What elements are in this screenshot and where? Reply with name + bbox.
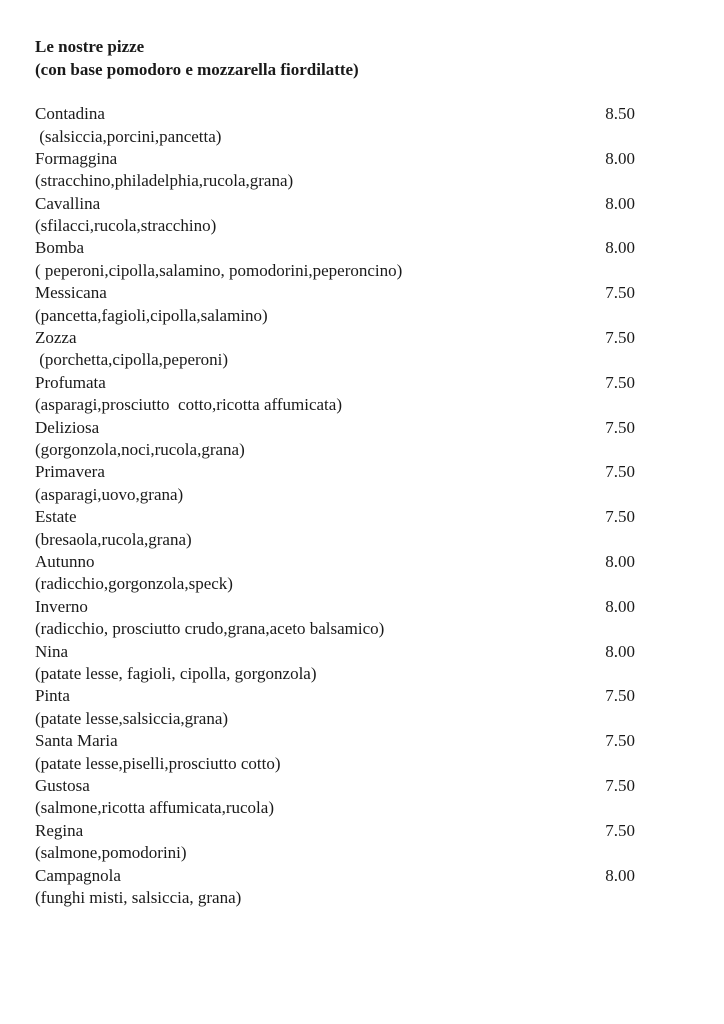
pizza-row xyxy=(35,506,635,529)
pizza-row xyxy=(35,372,635,395)
pizza-price: 7.50 xyxy=(605,462,635,482)
pizza-row xyxy=(35,551,635,574)
pizza-name: Campagnola xyxy=(35,865,121,885)
pizza-item xyxy=(35,506,635,551)
pizza-name: Primavera xyxy=(35,462,105,482)
pizza-item xyxy=(35,103,635,148)
pizza-price: 7.50 xyxy=(605,731,635,751)
pizza-name: Formaggina xyxy=(35,148,118,168)
pizza-price: 7.50 xyxy=(605,372,635,392)
pizza-name: Autunno xyxy=(35,551,95,571)
pizza-item xyxy=(35,820,635,865)
pizza-row xyxy=(35,775,635,798)
pizza-item xyxy=(35,730,635,775)
pizza-list xyxy=(35,103,635,909)
pizza-name: Bomba xyxy=(35,238,85,258)
pizza-price: 7.50 xyxy=(605,820,635,840)
pizza-item xyxy=(35,237,635,282)
pizza-item xyxy=(35,148,635,193)
pizza-row xyxy=(35,730,635,753)
pizza-ingredients: (salmone,pomodorini) xyxy=(35,843,187,863)
pizza-name: Regina xyxy=(35,820,84,840)
pizza-item xyxy=(35,865,635,910)
pizza-ingredients: (patate lesse,salsiccia,grana) xyxy=(35,708,229,728)
pizza-row xyxy=(35,641,635,664)
pizza-price: 8.00 xyxy=(605,596,635,616)
pizza-row xyxy=(35,461,635,484)
pizza-row xyxy=(35,865,635,888)
pizza-row xyxy=(35,685,635,708)
pizza-item xyxy=(35,775,635,820)
pizza-ingredients: (radicchio,gorgonzola,speck) xyxy=(35,574,233,594)
pizza-name: Profumata xyxy=(35,372,106,392)
pizza-item xyxy=(35,417,635,462)
menu-title-line2: (con base pomodoro e mozzarella fiordilatte) xyxy=(35,60,359,79)
pizza-price: 7.50 xyxy=(605,507,635,527)
pizza-price: 7.50 xyxy=(605,327,635,347)
pizza-name: Inverno xyxy=(35,596,88,616)
menu-title-line1: Le nostre pizze xyxy=(35,37,145,56)
pizza-row xyxy=(35,237,635,260)
pizza-ingredients: (patate lesse, fagioli, cipolla, gorgonzola) xyxy=(35,664,317,684)
pizza-ingredients: (stracchino,philadelphia,rucola,grana) xyxy=(35,171,294,191)
pizza-row xyxy=(35,596,635,619)
pizza-item xyxy=(35,327,635,372)
pizza-name: Estate xyxy=(35,507,77,527)
pizza-item xyxy=(35,596,635,641)
pizza-price: 7.50 xyxy=(605,686,635,706)
menu-page xyxy=(35,35,635,909)
pizza-price: 7.50 xyxy=(605,417,635,437)
pizza-ingredients: (gorgonzola,noci,rucola,grana) xyxy=(35,440,245,460)
pizza-item xyxy=(35,685,635,730)
pizza-row xyxy=(35,327,635,350)
pizza-name: Messicana xyxy=(35,283,107,303)
pizza-row xyxy=(35,282,635,305)
pizza-price: 8.00 xyxy=(605,148,635,168)
pizza-price: 7.50 xyxy=(605,283,635,303)
pizza-ingredients: (bresaola,rucola,grana) xyxy=(35,529,192,549)
pizza-item xyxy=(35,551,635,596)
pizza-row xyxy=(35,417,635,440)
pizza-name: Gustosa xyxy=(35,775,90,795)
pizza-ingredients: (patate lesse,piselli,prosciutto cotto) xyxy=(35,753,281,773)
pizza-name: Nina xyxy=(35,641,69,661)
pizza-ingredients: (sfilacci,rucola,stracchino) xyxy=(35,216,217,236)
pizza-row xyxy=(35,103,635,126)
pizza-ingredients: (pancetta,fagioli,cipolla,salamino) xyxy=(35,305,268,325)
pizza-price: 7.50 xyxy=(605,775,635,795)
pizza-price: 8.00 xyxy=(605,238,635,258)
pizza-ingredients: (funghi misti, salsiccia, grana) xyxy=(35,888,242,908)
pizza-name: Pinta xyxy=(35,686,70,706)
pizza-row xyxy=(35,820,635,843)
pizza-name: Contadina xyxy=(35,104,105,123)
pizza-price: 8.50 xyxy=(605,104,635,123)
pizza-item xyxy=(35,461,635,506)
pizza-ingredients: (asparagi,prosciutto cotto,ricotta affumicata) xyxy=(35,395,342,415)
pizza-item xyxy=(35,193,635,238)
pizza-price: 8.00 xyxy=(605,865,635,885)
pizza-name: Cavallina xyxy=(35,193,101,213)
pizza-ingredients: ( peperoni,cipolla,salamino, pomodorini,peperoncino) xyxy=(35,260,403,280)
pizza-ingredients: (salmone,ricotta affumicata,rucola) xyxy=(35,798,274,818)
menu-title xyxy=(35,35,635,81)
pizza-ingredients: (porchetta,cipolla,peperoni) xyxy=(35,350,229,370)
pizza-row xyxy=(35,193,635,216)
pizza-item xyxy=(35,282,635,327)
pizza-ingredients: (salsiccia,porcini,pancetta) xyxy=(35,126,222,146)
pizza-name: Deliziosa xyxy=(35,417,100,437)
pizza-ingredients: (radicchio, prosciutto crudo,grana,aceto balsamico) xyxy=(35,619,385,639)
pizza-name: Zozza xyxy=(35,327,77,347)
pizza-name: Santa Maria xyxy=(35,731,118,751)
pizza-price: 8.00 xyxy=(605,193,635,213)
pizza-row xyxy=(35,148,635,171)
pizza-item xyxy=(35,372,635,417)
pizza-price: 8.00 xyxy=(605,641,635,661)
pizza-item xyxy=(35,641,635,686)
pizza-price: 8.00 xyxy=(605,551,635,571)
pizza-ingredients: (asparagi,uovo,grana) xyxy=(35,484,184,504)
